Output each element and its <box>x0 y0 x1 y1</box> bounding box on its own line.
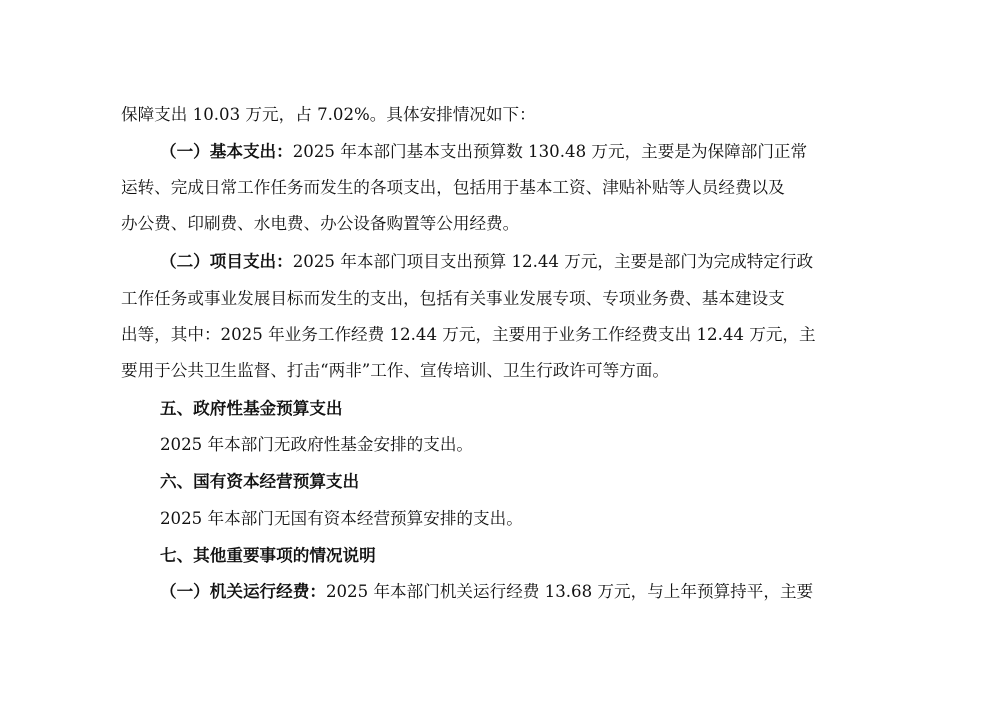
body-line: 2025 年本部门无国有资本经营预算安排的支出。 <box>160 509 523 528</box>
body-line: 运转、完成日常工作任务而发生的各项支出，包括用于基本工资、津贴补贴等人员经费以及 <box>121 178 785 197</box>
body-line: 保障支出 10.03 万元，占 7.02%。具体安排情况如下： <box>121 105 536 124</box>
section-heading-6: 六、国有资本经营预算支出 <box>160 472 360 491</box>
paragraph-text: 2025 年本部门项目支出预算 12.44 万元，主要是部门为完成特定行政 <box>292 252 814 271</box>
section-heading-7: 七、其他重要事项的情况说明 <box>160 546 376 565</box>
paragraph-line <box>160 250 813 274</box>
paragraph-text: 2025 年本部门机关运行经费 13.68 万元，与上年预算持平，主要 <box>325 582 814 601</box>
body-line: 要用于公共卫生监督、打击“两非”工作、宣传培训、卫生行政许可等方面。 <box>121 361 669 380</box>
body-line: 出等，其中：2025 年业务工作经费 12.44 万元，主要用于业务工作经费支出 12.44 万元，主 <box>121 325 816 344</box>
section-heading-5: 五、政府性基金预算支出 <box>160 399 343 418</box>
paragraph-line <box>160 580 813 604</box>
body-line: 2025 年本部门无政府性基金安排的支出。 <box>160 435 474 454</box>
project-expenditure-label: （二）项目支出： <box>160 252 293 271</box>
paragraph-text: 2025 年本部门基本支出预算数 130.48 万元，主要是为保障部门正常 <box>292 142 808 161</box>
basic-expenditure-label: （一）基本支出： <box>160 142 293 161</box>
operating-expense-label: （一）机关运行经费： <box>160 582 326 601</box>
body-line: 办公费、印刷费、水电费、办公设备购置等公用经费。 <box>121 214 520 233</box>
paragraph-line <box>160 140 807 164</box>
body-line: 工作任务或事业发展目标而发生的支出，包括有关事业发展专项、专项业务费、基本建设支 <box>121 289 785 308</box>
